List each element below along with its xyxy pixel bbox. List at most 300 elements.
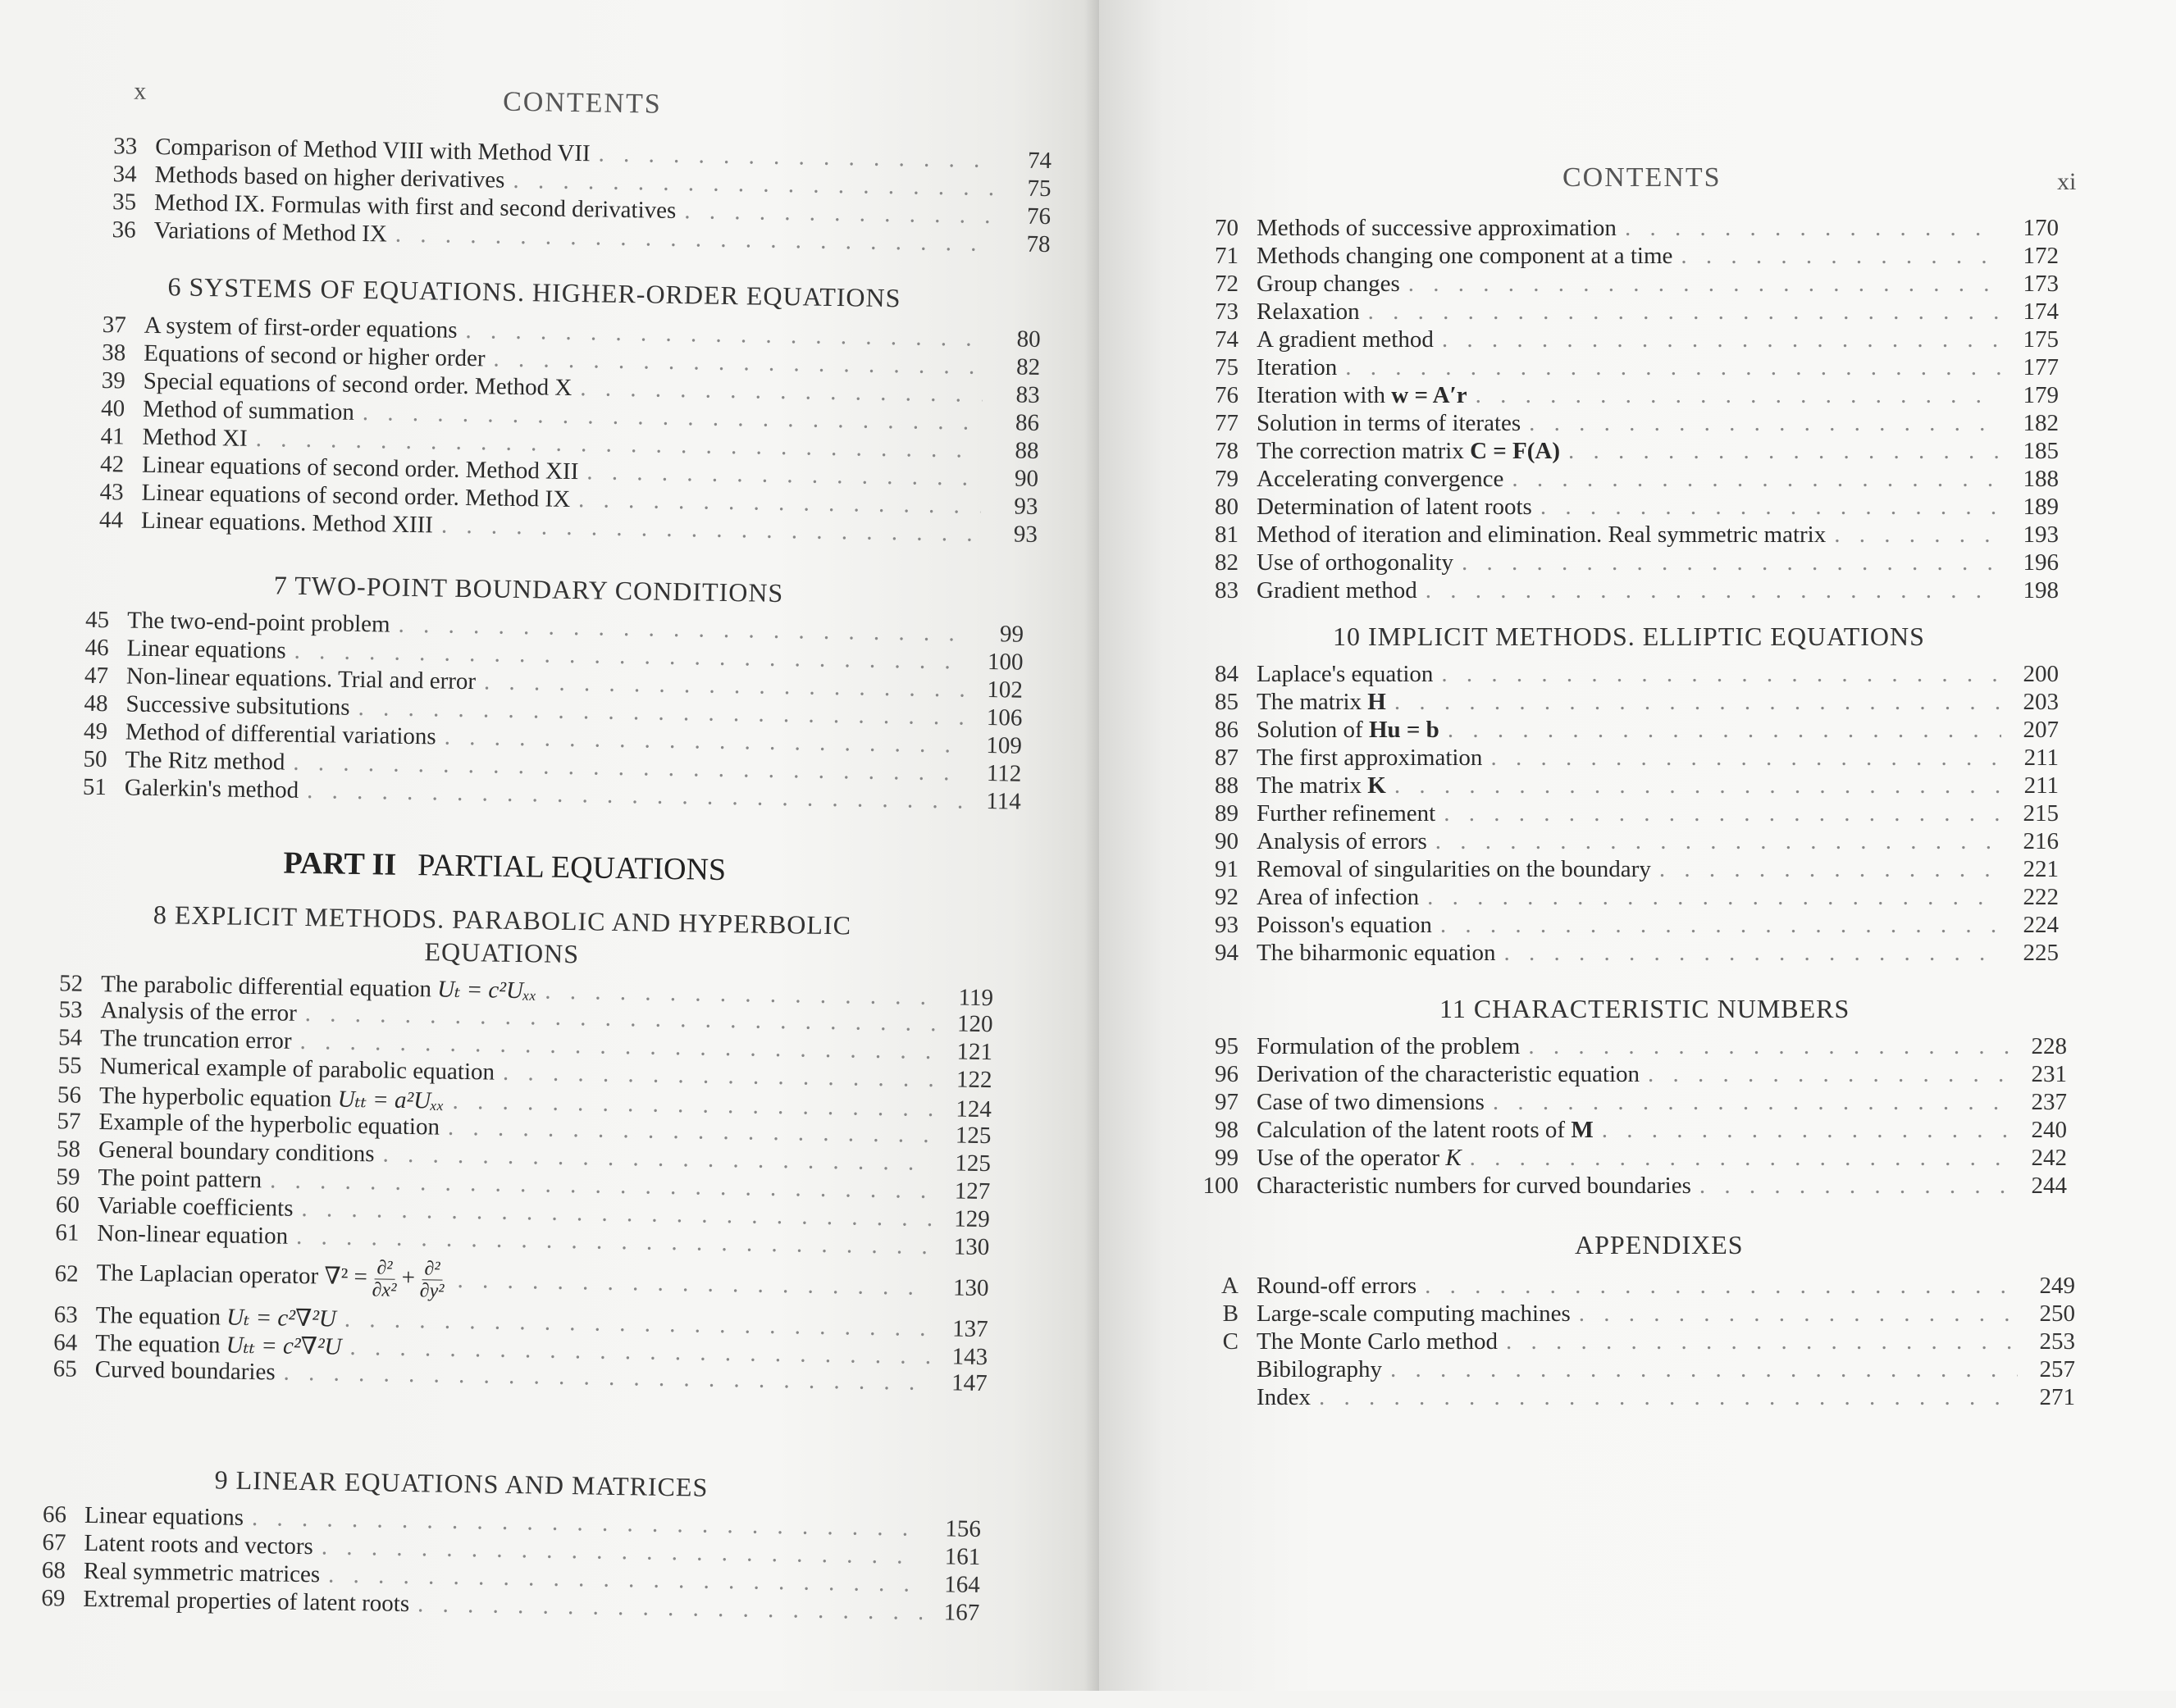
toc-entry[interactable] <box>1189 494 2059 522</box>
entry-title: Method of summation <box>142 395 355 426</box>
entry-title-text: The parabolic differential equation <box>100 971 438 1003</box>
toc-entry[interactable] <box>1189 772 2059 800</box>
entry-page: 203 <box>2023 689 2059 715</box>
leader-dots <box>1529 410 2001 437</box>
toc-entry[interactable] <box>1189 466 2059 494</box>
right-folio: xi <box>2057 168 2077 195</box>
entry-title <box>1257 438 1560 465</box>
fraction-denominator: ∂y² <box>419 1279 445 1302</box>
entry-title: Analysis of the error <box>100 997 298 1027</box>
entry-page: 74 <box>1027 147 1052 175</box>
entry-title: Area of infection <box>1257 884 1420 910</box>
entry-math: H <box>1367 689 1386 715</box>
entry-page: 164 <box>944 1571 981 1599</box>
entry-title: Method of iteration and elimination. Real symmetric matrix <box>1257 522 1827 548</box>
entry-page: 221 <box>2023 856 2059 882</box>
leader-dots <box>1528 1033 2009 1060</box>
entry-page: 211 <box>2023 745 2059 771</box>
entry-math: K <box>1367 772 1386 799</box>
entry-page: 119 <box>958 984 994 1012</box>
entry-number: 35 <box>112 189 137 216</box>
entry-page: 88 <box>1015 437 1039 464</box>
entry-number: 47 <box>84 662 109 690</box>
entry-number: 65 <box>52 1355 78 1382</box>
entry-page: 193 <box>2023 522 2059 548</box>
entry-number: 63 <box>53 1301 79 1328</box>
fraction-numerator: ∂² <box>422 1258 442 1280</box>
entry-title <box>1257 1117 1594 1144</box>
toc-entry[interactable] <box>1189 438 2059 466</box>
entry-title: Comparison of Method VIII with Method VII <box>154 133 591 167</box>
entry-page: 93 <box>1014 493 1038 520</box>
entry-title: Formulation of the problem <box>1257 1033 1521 1059</box>
entry-title: Round-off errors <box>1257 1273 1417 1299</box>
leader-dots <box>1470 1145 2009 1172</box>
toc-entry[interactable] <box>1189 410 2059 438</box>
toc-entry[interactable] <box>1189 661 2059 689</box>
entry-number: 59 <box>56 1164 80 1191</box>
leader-dots <box>1493 1089 2009 1116</box>
entry-title <box>1257 717 1439 744</box>
entry-number: 68 <box>41 1557 66 1584</box>
leader-dots <box>1490 745 2001 772</box>
entry-page: 127 <box>954 1177 991 1205</box>
toc-entry[interactable] <box>1189 912 2059 940</box>
toc-list-chapter-11 <box>1189 1033 2067 1200</box>
toc-entry[interactable] <box>1189 382 2059 410</box>
entry-page: 86 <box>1015 409 1040 436</box>
toc-entry[interactable] <box>1189 1061 2067 1089</box>
entry-page: 124 <box>956 1095 992 1123</box>
entry-title: Linear equations. Method XIII <box>140 507 434 539</box>
toc-entry[interactable] <box>1189 298 2059 326</box>
chapter-6-heading: 6 SYSTEMS OF EQUATIONS. HIGHER-ORDER EQUATIONS <box>167 271 901 313</box>
leader-dots <box>1462 549 2001 576</box>
toc-list-top-right <box>1189 215 2059 605</box>
entry-title: Gradient method <box>1257 577 1417 603</box>
entry-page: 170 <box>2023 215 2059 241</box>
entry-title: Case of two dimensions <box>1257 1089 1485 1115</box>
leader-dots <box>1512 466 2001 493</box>
leader-dots <box>1540 494 2001 521</box>
entry-title-text: The hyperbolic equation <box>98 1082 338 1113</box>
fraction-d2-dx2 <box>372 1257 397 1300</box>
entry-math: w = A′r <box>1391 382 1467 408</box>
entry-number: 61 <box>55 1219 80 1246</box>
entry-page: 224 <box>2023 912 2059 938</box>
leader-dots <box>1426 577 2001 604</box>
entry-title: The truncation error <box>99 1025 292 1054</box>
entry-number: 39 <box>101 367 125 394</box>
entry-page: 156 <box>945 1515 982 1543</box>
toc-entry[interactable] <box>1189 828 2059 856</box>
entry-number: 72 <box>1215 271 1239 297</box>
entry-math: Uₜₜ = a²Uₓₓ <box>337 1086 445 1114</box>
toc-entry[interactable] <box>1189 1328 2075 1356</box>
entry-number: 53 <box>58 996 83 1023</box>
toc-entry[interactable] <box>1189 271 2059 298</box>
entry-title-text: The matrix <box>1257 689 1368 715</box>
leader-dots <box>1425 1273 2018 1300</box>
toc-entry[interactable] <box>1189 1384 2075 1412</box>
entry-page: 179 <box>2023 382 2059 408</box>
entry-number: C <box>1222 1328 1239 1355</box>
entry-title: Poisson's equation <box>1257 912 1432 938</box>
entry-number: 86 <box>1215 717 1239 743</box>
entry-number: 90 <box>1215 828 1239 854</box>
entry-title-text: Solution of <box>1257 717 1369 743</box>
toc-entry[interactable] <box>1189 800 2059 828</box>
toc-entry[interactable] <box>1189 1033 2067 1061</box>
entry-page: 207 <box>2023 717 2059 743</box>
entry-page: 271 <box>2039 1384 2075 1410</box>
entry-title: The two-end-point problem <box>126 607 390 638</box>
fraction-denominator: ∂x² <box>372 1278 397 1301</box>
entry-number: 66 <box>42 1501 67 1528</box>
toc-entry[interactable] <box>1189 689 2059 717</box>
entry-title: Real symmetric matrices <box>83 1557 321 1588</box>
entry-page: 240 <box>2031 1117 2067 1143</box>
entry-title: Derivation of the characteristic equation <box>1257 1061 1640 1087</box>
leader-dots <box>1504 940 2001 967</box>
chapter-11-heading: 11 CHARACTERISTIC NUMBERS <box>1439 994 1850 1023</box>
entry-page: 174 <box>2023 298 2059 325</box>
entry-number: 45 <box>84 606 110 634</box>
entry-number: 48 <box>84 690 108 717</box>
entry-number: 57 <box>57 1108 81 1135</box>
entry-number: 41 <box>100 422 125 450</box>
entry-page: 188 <box>2023 466 2059 492</box>
entry-page: 250 <box>2039 1300 2075 1327</box>
leader-dots <box>1476 382 2001 409</box>
entry-number: 93 <box>1215 912 1239 938</box>
entry-title: Method IX. Formulas with first and second derivatives <box>153 189 677 224</box>
part-title: PARTIAL EQUATIONS <box>417 848 727 888</box>
entry-number: 67 <box>42 1529 66 1556</box>
leader-dots <box>1427 884 2001 911</box>
entry-page: 143 <box>951 1343 988 1371</box>
leader-dots <box>1699 1173 2009 1200</box>
entry-number: 74 <box>1215 326 1239 353</box>
entry-page: 109 <box>986 732 1023 759</box>
entry-page: 225 <box>2023 940 2059 966</box>
toc-entry[interactable] <box>1189 1089 2067 1117</box>
entry-number: 98 <box>1215 1117 1239 1143</box>
entry-title: Analysis of errors <box>1257 828 1427 854</box>
entry-page: 78 <box>1026 230 1051 258</box>
entry-number: 89 <box>1215 800 1239 827</box>
entry-title: The first approximation <box>1257 745 1483 771</box>
entry-page: 231 <box>2031 1061 2067 1087</box>
entry-title: Linear equations <box>84 1501 244 1531</box>
leader-dots <box>457 1266 931 1300</box>
entry-number: 44 <box>98 506 124 534</box>
entry-title-text: The equation <box>95 1330 226 1359</box>
leader-dots <box>1579 1300 2018 1328</box>
entry-page: 200 <box>2023 661 2059 687</box>
entry-title: Methods changing one component at a time <box>1257 243 1673 269</box>
entry-page: 242 <box>2031 1145 2067 1171</box>
entry-title: Successive subsitutions <box>125 690 350 721</box>
toc-entry[interactable] <box>1189 522 2059 549</box>
entry-number: 69 <box>41 1585 66 1612</box>
entry-page: 130 <box>953 1233 990 1261</box>
toc-list-chapter-9 <box>16 1501 981 1628</box>
entry-title: Solution in terms of iterates <box>1257 410 1521 436</box>
entry-title <box>1257 1145 1462 1172</box>
entry-page: 182 <box>2023 410 2059 436</box>
entry-title: A system of first-order equations <box>144 312 458 344</box>
chapter-8-heading-line-2: EQUATIONS <box>424 936 580 969</box>
entry-title: Curved boundaries <box>94 1356 276 1386</box>
entry-page: 215 <box>2023 800 2059 827</box>
toc-entry[interactable] <box>1189 1300 2075 1328</box>
entry-title: Galerkin's method <box>124 774 299 804</box>
entry-page: 257 <box>2039 1356 2075 1382</box>
leader-dots <box>1568 438 2001 465</box>
entry-title: Characteristic numbers for curved boundaries <box>1257 1173 1691 1199</box>
entry-title: Variable coefficients <box>97 1192 294 1222</box>
entry-number: 40 <box>100 394 125 422</box>
toc-entry[interactable] <box>1189 856 2059 884</box>
entry-page: 106 <box>986 704 1023 731</box>
entry-number: 96 <box>1215 1061 1239 1087</box>
entry-title: Use of orthogonality <box>1257 549 1454 576</box>
toc-list-chapter-6 <box>74 312 1041 549</box>
entry-number: 49 <box>83 717 108 745</box>
entry-number: 88 <box>1215 772 1239 799</box>
entry-title: Numerical example of parabolic equation <box>99 1053 495 1086</box>
leader-dots <box>1435 828 2001 855</box>
entry-page: 114 <box>986 788 1022 815</box>
entry-title <box>1257 772 1386 799</box>
entry-number: 70 <box>1215 215 1239 241</box>
entry-page: 83 <box>1015 381 1040 408</box>
leader-dots <box>1345 354 2001 381</box>
entry-number: 85 <box>1215 689 1239 715</box>
toc-list-top-left <box>86 133 1052 259</box>
entry-page: 99 <box>999 621 1024 648</box>
leader-dots <box>1448 717 2001 744</box>
entry-page: 198 <box>2023 577 2059 603</box>
toc-entry[interactable] <box>1189 577 2059 605</box>
entry-number: 62 <box>54 1259 79 1287</box>
entry-number: 71 <box>1215 243 1239 269</box>
entry-page: 228 <box>2031 1033 2067 1059</box>
entry-title-text: The Laplacian operator ∇² = <box>96 1259 368 1290</box>
appendixes-heading: APPENDIXES <box>1575 1230 1744 1259</box>
entry-title: Equations of second or higher order <box>144 339 486 372</box>
entry-number: 83 <box>1215 577 1239 603</box>
entry-number: 94 <box>1215 940 1239 966</box>
entry-page: 189 <box>2023 494 2059 520</box>
chapter-8-heading-line-1: 8 EXPLICIT METHODS. PARABOLIC AND HYPERBOLIC <box>153 900 852 941</box>
entry-number: 76 <box>1215 382 1239 408</box>
entry-title: Laplace's equation <box>1257 661 1434 687</box>
entry-title: General boundary conditions <box>98 1136 375 1168</box>
leader-dots <box>1648 1061 2009 1088</box>
entry-number: 75 <box>1215 354 1239 380</box>
entry-number: 34 <box>112 161 137 188</box>
entry-title <box>1257 689 1386 716</box>
entry-number: 95 <box>1215 1033 1239 1059</box>
leader-dots <box>1408 271 2001 298</box>
entry-number: 84 <box>1215 661 1239 687</box>
toc-entry[interactable] <box>1189 549 2059 577</box>
entry-title-text: The correction matrix <box>1257 438 1471 464</box>
toc-entry[interactable] <box>1189 1356 2075 1384</box>
entry-title: Linear equations of second order. Method IX <box>141 479 571 512</box>
entry-title: Linear equations of second order. Method XII <box>141 451 579 485</box>
toc-entry[interactable] <box>1189 745 2059 772</box>
entry-title: The Monte Carlo method <box>1257 1328 1498 1355</box>
toc-entry[interactable] <box>1189 1173 2067 1200</box>
right-running-head: CONTENTS <box>1562 162 1722 193</box>
toc-entry[interactable] <box>1189 326 2059 354</box>
entry-page: 177 <box>2023 354 2059 380</box>
leader-dots <box>1444 800 2001 827</box>
entry-title: Latent roots and vectors <box>84 1529 314 1560</box>
entry-number: 79 <box>1215 466 1239 492</box>
entry-title-text: Iteration with <box>1257 382 1392 408</box>
toc-entry[interactable] <box>1189 354 2059 382</box>
entry-title: Method XI <box>142 423 248 452</box>
entry-page: 147 <box>951 1369 988 1397</box>
entry-number: 91 <box>1215 856 1239 882</box>
entry-page: 112 <box>986 760 1022 787</box>
entry-page: 172 <box>2023 243 2059 269</box>
part-number: PART II <box>283 845 397 882</box>
chapter-8-heading <box>133 898 872 975</box>
entry-math: M <box>1571 1117 1594 1143</box>
entry-page: 244 <box>2031 1173 2067 1199</box>
entry-number: 60 <box>55 1191 80 1218</box>
entry-page: 82 <box>1015 353 1041 380</box>
entry-page: 125 <box>955 1122 992 1150</box>
entry-title: The Laplacian operator ∇² = $\frac{\text{∂²}}{\text{∂x²}}$ + $\frac{\text{∂²}}{\text{∂y²}}$ <box>96 1256 445 1302</box>
toc-entry[interactable] <box>1189 884 2059 912</box>
entry-page: 222 <box>2023 884 2059 910</box>
entry-number: A <box>1221 1273 1239 1299</box>
entry-title: Special equations of second order. Method X <box>143 367 573 402</box>
entry-math: Uₜ = c²∇²U <box>226 1304 337 1332</box>
entry-page: 173 <box>2023 271 2059 297</box>
entry-title: A gradient method <box>1257 326 1434 353</box>
leader-dots <box>1442 326 2001 353</box>
fraction-d2-dy2 <box>420 1258 445 1301</box>
entry-number: 54 <box>57 1024 83 1051</box>
entry-number: 43 <box>99 478 124 506</box>
part-2-heading <box>283 845 726 888</box>
toc-list-chapter-7 <box>57 606 1024 816</box>
right-page <box>1099 0 2176 1691</box>
entry-number: 55 <box>57 1052 82 1079</box>
entry-page: 121 <box>956 1038 993 1066</box>
entry-number: 82 <box>1215 549 1239 576</box>
entry-number: 87 <box>1215 745 1239 771</box>
entry-math: Uₜ = c²Uₓₓ <box>436 976 537 1004</box>
leader-dots <box>1319 1384 2018 1411</box>
leader-dots <box>684 198 993 230</box>
entry-title: Further refinement <box>1257 800 1436 827</box>
entry-page: 249 <box>2039 1273 2075 1299</box>
entry-page: 211 <box>2023 772 2059 799</box>
chapter-10-heading: 10 IMPLICIT METHODS. ELLIPTIC EQUATIONS <box>1333 622 1925 651</box>
entry-number: 100 <box>1202 1173 1239 1199</box>
entry-page: 129 <box>954 1205 991 1233</box>
toc-list-chapter-10 <box>1189 661 2059 968</box>
entry-number: 92 <box>1215 884 1239 910</box>
entry-title <box>96 1300 337 1333</box>
entry-title-text: Calculation of the latent roots of <box>1257 1117 1572 1143</box>
entry-math: C = F(A) <box>1470 438 1561 464</box>
entry-number: 37 <box>102 312 127 339</box>
entry-title: Large-scale computing machines <box>1257 1300 1571 1327</box>
entry-page: 90 <box>1014 465 1039 492</box>
leader-dots <box>1394 772 2001 799</box>
entry-title: Methods of successive approximation <box>1257 215 1617 241</box>
entry-title-text: The matrix <box>1257 772 1368 799</box>
entry-page: 167 <box>943 1599 980 1626</box>
entry-number: 36 <box>112 216 136 244</box>
entry-number: 51 <box>82 773 107 801</box>
entry-title: The Ritz method <box>125 746 285 776</box>
entry-page: 122 <box>956 1066 992 1094</box>
entry-title: Non-linear equation <box>97 1220 289 1250</box>
entry-page: 93 <box>1013 521 1038 548</box>
entry-number: 46 <box>84 634 109 662</box>
entry-number: B <box>1222 1300 1239 1327</box>
entry-page: 125 <box>955 1150 992 1177</box>
entry-number: 58 <box>56 1136 81 1163</box>
entry-number: 42 <box>99 450 125 478</box>
entry-title: Extremal properties of latent roots <box>83 1585 410 1618</box>
entry-title: Group changes <box>1257 271 1400 297</box>
entry-number: 33 <box>112 133 138 160</box>
toc-entry[interactable] <box>1189 717 2059 745</box>
chapter-9-heading: 9 LINEAR EQUATIONS AND MATRICES <box>214 1464 709 1502</box>
entry-number: 56 <box>57 1082 82 1109</box>
left-folio: x <box>134 77 147 105</box>
entry-page: 80 <box>1016 326 1041 353</box>
entry-number: 50 <box>83 745 107 773</box>
entry-title-text: Use of the operator <box>1257 1145 1446 1171</box>
chapter-7-heading: 7 TWO-POINT BOUNDARY CONDITIONS <box>273 570 784 608</box>
entry-number: 64 <box>53 1329 78 1356</box>
leader-dots <box>1681 243 2001 270</box>
toc-entry[interactable] <box>1189 1117 2067 1145</box>
entry-page: 76 <box>1026 203 1052 230</box>
toc-entry[interactable] <box>1189 243 2059 271</box>
leader-dots <box>1441 661 2001 688</box>
toc-entry[interactable] <box>1189 940 2059 968</box>
entry-page: 130 <box>952 1273 989 1301</box>
toc-entry[interactable] <box>1189 1145 2067 1173</box>
toc-entry[interactable] <box>1189 215 2059 243</box>
entry-number: 99 <box>1215 1145 1239 1171</box>
entry-page: 120 <box>956 1010 993 1038</box>
left-running-head: CONTENTS <box>502 86 662 120</box>
entry-page: 175 <box>2023 326 2059 353</box>
leader-dots <box>1394 689 2001 716</box>
entry-number: 97 <box>1215 1089 1239 1115</box>
entry-page: 100 <box>987 649 1024 676</box>
entry-number: 77 <box>1215 410 1239 436</box>
toc-entry[interactable] <box>1189 1273 2075 1300</box>
entry-page: 102 <box>987 676 1024 704</box>
entry-number: 52 <box>58 970 84 997</box>
leader-dots <box>1506 1328 2018 1355</box>
